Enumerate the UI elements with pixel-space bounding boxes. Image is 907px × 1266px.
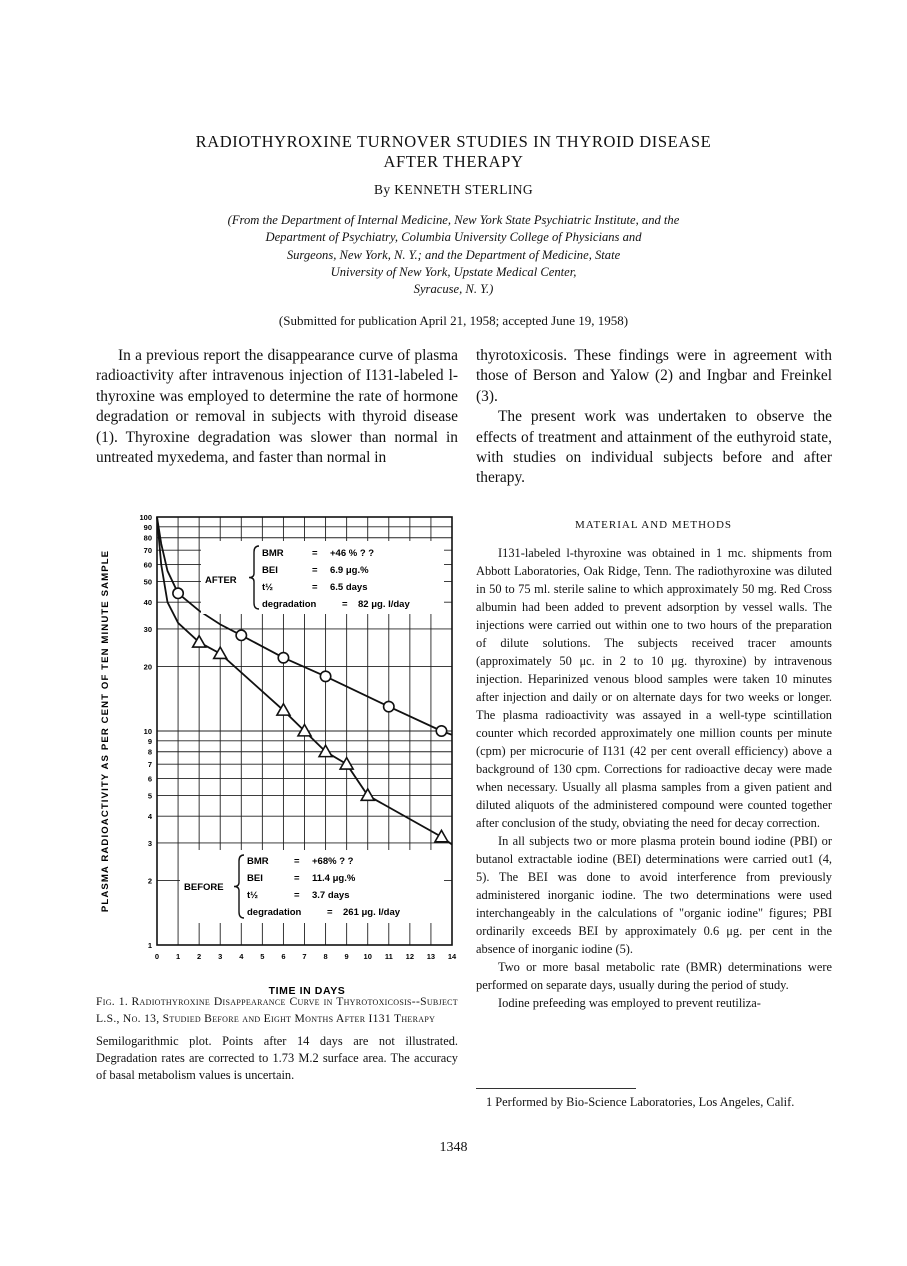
data-point-after: [173, 588, 183, 598]
data-point-before: [214, 647, 227, 658]
figure-caption-note: Semilogarithmic plot. Points after 14 days are not illustrated. Degradation rates are corrected to 1.73 M.2 surface area. The accuracy of basal metabolism values is uncertain.: [96, 1034, 458, 1082]
article-title-line-1: RADIOTHYROXINE TURNOVER STUDIES IN THYROID DISEASE: [195, 132, 712, 151]
x-tick-label: 1: [175, 952, 181, 961]
footnote-rule: [476, 1088, 636, 1089]
x-tick-label: 8: [323, 952, 328, 961]
x-tick-label: 11: [384, 952, 393, 961]
annotation-label-before: BEFORE: [184, 882, 224, 893]
annotation-value: +46 % ? ?: [330, 548, 375, 559]
methods-paragraph-2: In all subjects two or more plasma protein bound iodine (PBI) or butanol extractable iodine (BEI) determinations were carried out1 (4, 5). The BEI was done to avoid interference from previously administered inorganic iodine. The two determinations were used interchangeably in the calculations of "organic iodine" figures; PBI ordinarily exceeds BEI by approximately 0.6 μg. per cent in the absence of inorganic iodine (5).: [476, 834, 832, 956]
annotation-key: BMR: [247, 856, 269, 867]
annotation-equals: =: [294, 856, 300, 867]
intro-paragraph-left: In a previous report the disappearance curve of plasma radioactivity after intravenous injection of I131-labeled l-thyroxine was employed to determine the rate of hormone degradation or removal in subjects with thyroid disease (1). Thyroxine degradation was slower than normal in untreated myxedema, and faster than normal in: [96, 347, 458, 467]
x-tick-label: 9: [344, 952, 349, 961]
footnote: 1 Performed by Bio-Science Laboratories, Los Angeles, Calif.: [486, 1095, 795, 1109]
annotation-equals: =: [312, 565, 318, 576]
y-tick-label: 2: [147, 876, 152, 886]
affiliation-line: Department of Psychiatry, Columbia University College of Physicians and: [265, 230, 642, 245]
y-tick-label: 6: [147, 774, 152, 784]
figure-caption-label: Fig. 1.: [96, 995, 129, 1008]
annotation-equals: =: [312, 548, 318, 559]
affiliation-line: University of New York, Upstate Medical Center,: [330, 264, 577, 279]
affiliation: [150, 212, 757, 298]
annotation-value: 6.9 μg.%: [330, 565, 369, 576]
article-title: [100, 132, 807, 172]
y-tick-label: 10: [143, 727, 152, 736]
y-tick-label: 60: [143, 560, 152, 570]
data-point-after: [436, 726, 446, 736]
annotation-value: 11.4 μg.%: [312, 873, 356, 884]
figure-1: [94, 508, 464, 998]
page-number: 1348: [439, 1140, 468, 1155]
annotation-key: BEI: [247, 873, 263, 884]
annotation-value: 261 μg. I/day: [343, 907, 401, 918]
annotation-value: 82 μg. I/day: [358, 599, 410, 610]
annotation-value: +68% ? ?: [312, 856, 354, 867]
annotation-value: 6.5 days: [330, 582, 368, 593]
y-tick-label: 20: [143, 662, 152, 672]
annotation-equals: =: [294, 890, 300, 901]
data-point-after: [320, 671, 330, 681]
y-tick-label: 4: [147, 812, 152, 822]
x-axis-ticks: [155, 952, 457, 961]
x-tick-label: 7: [302, 952, 307, 961]
affiliation-line: Surgeons, New York, N. Y.; and the Department of Medicine, State: [286, 247, 621, 262]
data-point-before: [340, 758, 353, 769]
data-point-after: [278, 653, 288, 663]
intro-paragraph-right-2: The present work was undertaken to observe the effects of treatment and attainment of the euthyroid state, with studies on individual subjects before and after therapy.: [476, 408, 832, 487]
annotation-key: t½: [247, 890, 259, 901]
x-tick-label: 14: [447, 952, 457, 961]
annotation-value: 3.7 days: [312, 890, 350, 901]
y-tick-label: 8: [147, 747, 152, 757]
y-tick-label: 3: [147, 838, 152, 848]
chart-annotations: [180, 541, 444, 923]
x-tick-label: 13: [426, 952, 436, 961]
methods-paragraph-1: I131-labeled l-thyroxine was obtained in 1 mc. shipments from Abbott Laboratories, Oak Ridge, Tenn. The radiothyroxine was diluted in 50 to 75 ml. sterile saline to which approximately 50 mg. Red Cross albumin had been added to prevent adsorption by vessel walls. The injections were carried out within one to two hours of the preparation of dilute solutions. The subjects received tracer amounts (approximately 50 μc. in 2 to 10 μg. thyroxine) by intravenous injection. Heparinized venous blood samples were taken 10 minutes after injection and daily or on alternate days for two weeks or longer. The plasma radioactivity was assayed in a well-type scintillation counter which recorded approximately one million counts per minute (cpm) per microcurie of I131 (42 per cent overall efficiency) above a background of 130 cpm. Corrections for radioactive decay were made when necessary. Usually all plasma samples from a given patient and diluted aliquots of the administered compound were counted together after conclusion of the study, obviating the need for decay correction.: [476, 546, 832, 830]
annotation-equals: =: [342, 599, 348, 610]
figure-caption-title: Radiothyroxine Disappearance Curve in Thyrotoxicosis--Subject L.S., No. 13, Studied Before and Eight Months After I131 Therapy: [96, 995, 458, 1025]
intro-paragraph-right-1: thyrotoxicosis. These findings were in agreement with those of Berson and Yalow (2) and Ingbar and Freinkel (3).: [476, 347, 832, 405]
data-point-before: [361, 789, 374, 800]
annotation-equals: =: [327, 907, 333, 918]
x-tick-label: 2: [197, 952, 202, 961]
y-tick-label: 9: [147, 736, 152, 746]
disappearance-curve-chart: [94, 508, 464, 998]
data-point-before: [435, 830, 448, 841]
figure-caption-title-block: [96, 994, 458, 1027]
annotation-equals: =: [294, 873, 300, 884]
intro-right-column: [476, 346, 832, 489]
y-axis-label: PLASMA RADIOACTIVITY AS PER CENT OF TEN MINUTE SAMPLE: [100, 549, 111, 913]
affiliation-line: Syracuse, N. Y.): [413, 282, 494, 297]
data-point-after: [384, 701, 394, 711]
x-tick-label: 4: [239, 952, 244, 961]
annotation-label-after: AFTER: [205, 575, 237, 586]
methods-paragraph-3: Two or more basal metabolic rate (BMR) determinations were performed on separate days, usually during the period of study.: [476, 960, 832, 992]
annotation-key: BEI: [262, 565, 278, 576]
section-heading-methods: MATERIAL AND METHODS: [574, 519, 733, 531]
annotation-key: degradation: [262, 599, 317, 610]
affiliation-line: (From the Department of Internal Medicine, New York State Psychiatric Institute, and the: [227, 213, 680, 227]
y-tick-label: 90: [143, 522, 152, 532]
x-axis-label: TIME IN DAYS: [268, 985, 346, 997]
submission-dates: (Submitted for publication April 21, 1958; accepted June 19, 1958): [278, 313, 629, 328]
byline: By KENNETH STERLING: [373, 182, 534, 197]
x-tick-label: 5: [260, 952, 265, 961]
y-tick-label: 40: [143, 598, 152, 608]
x-tick-label: 10: [363, 952, 372, 961]
methods-body: [476, 544, 832, 1012]
data-point-after: [236, 630, 246, 640]
annotation-key: t½: [262, 582, 274, 593]
methods-paragraph-4: Iodine prefeeding was employed to prevent reutiliza-: [498, 996, 761, 1010]
x-tick-label: 0: [154, 952, 160, 961]
x-tick-label: 12: [405, 952, 415, 961]
y-tick-label: 70: [143, 546, 152, 556]
x-tick-label: 6: [281, 952, 286, 961]
y-axis-ticks: [139, 513, 152, 950]
annotation-key: BMR: [262, 548, 284, 559]
x-tick-label: 3: [218, 952, 223, 961]
annotation-equals: =: [312, 582, 318, 593]
y-tick-label: 80: [143, 533, 152, 543]
y-tick-label: 100: [139, 513, 152, 522]
figure-caption: [96, 994, 458, 1084]
y-tick-label: 5: [147, 791, 152, 801]
y-tick-label: 7: [147, 760, 152, 770]
y-tick-label: 1: [147, 941, 152, 950]
y-tick-label: 50: [143, 577, 152, 587]
annotation-key: degradation: [247, 907, 302, 918]
y-tick-label: 30: [143, 624, 152, 634]
article-title-line-2: AFTER THERAPY: [383, 152, 524, 171]
